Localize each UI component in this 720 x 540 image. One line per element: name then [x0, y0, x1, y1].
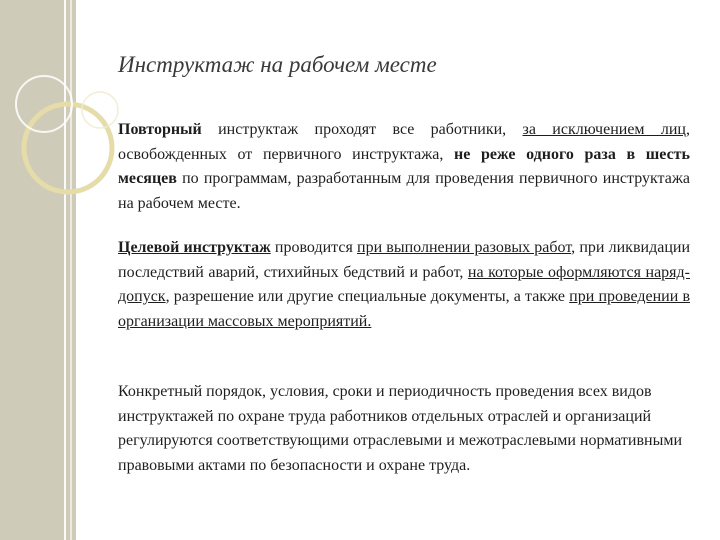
bold-phrase: не реже одного раза в шесть месяцев: [118, 145, 690, 187]
term-repeat: Повторный: [118, 121, 202, 138]
text-span: инструктаж проходят все работники,: [201, 121, 523, 138]
underlined-phrase: на которые оформляются наряд-допуск: [118, 263, 690, 305]
underlined-phrase: при проведении в организации массовых мероприятий.: [118, 288, 690, 330]
underlined-phrase: при выполнении разовых работ: [357, 239, 572, 256]
text-span: , разрешение или другие специальные документы, а также: [165, 288, 570, 305]
text-span: , при ликвидации последствий аварий, стихийных бедствий и работ,: [118, 239, 691, 281]
text-span: , освобожденных от первичного инструктажа,: [118, 121, 690, 163]
slide-title: Инструктаж на рабочем месте: [118, 52, 437, 77]
paragraph-regulation: Конкретный порядок, условия, сроки и периодичность проведения всех видов инструктажей по охране труда работников отдельных отраслей и организаций регулируются соответствующими отраслевыми и межотраслевыми нормативными правовыми актами по безопасности и охране труда.: [118, 383, 683, 474]
text-span: по программам, разработанным для проведения первичного инструктажа на рабочем месте.: [118, 170, 690, 212]
paragraph-repeat-briefing: [118, 118, 690, 216]
underlined-phrase: за исключением лиц: [522, 121, 686, 138]
text-span: проводится: [270, 239, 357, 256]
term-target: Целевой инструктаж: [118, 239, 271, 256]
paragraph-target-briefing: [118, 236, 690, 334]
